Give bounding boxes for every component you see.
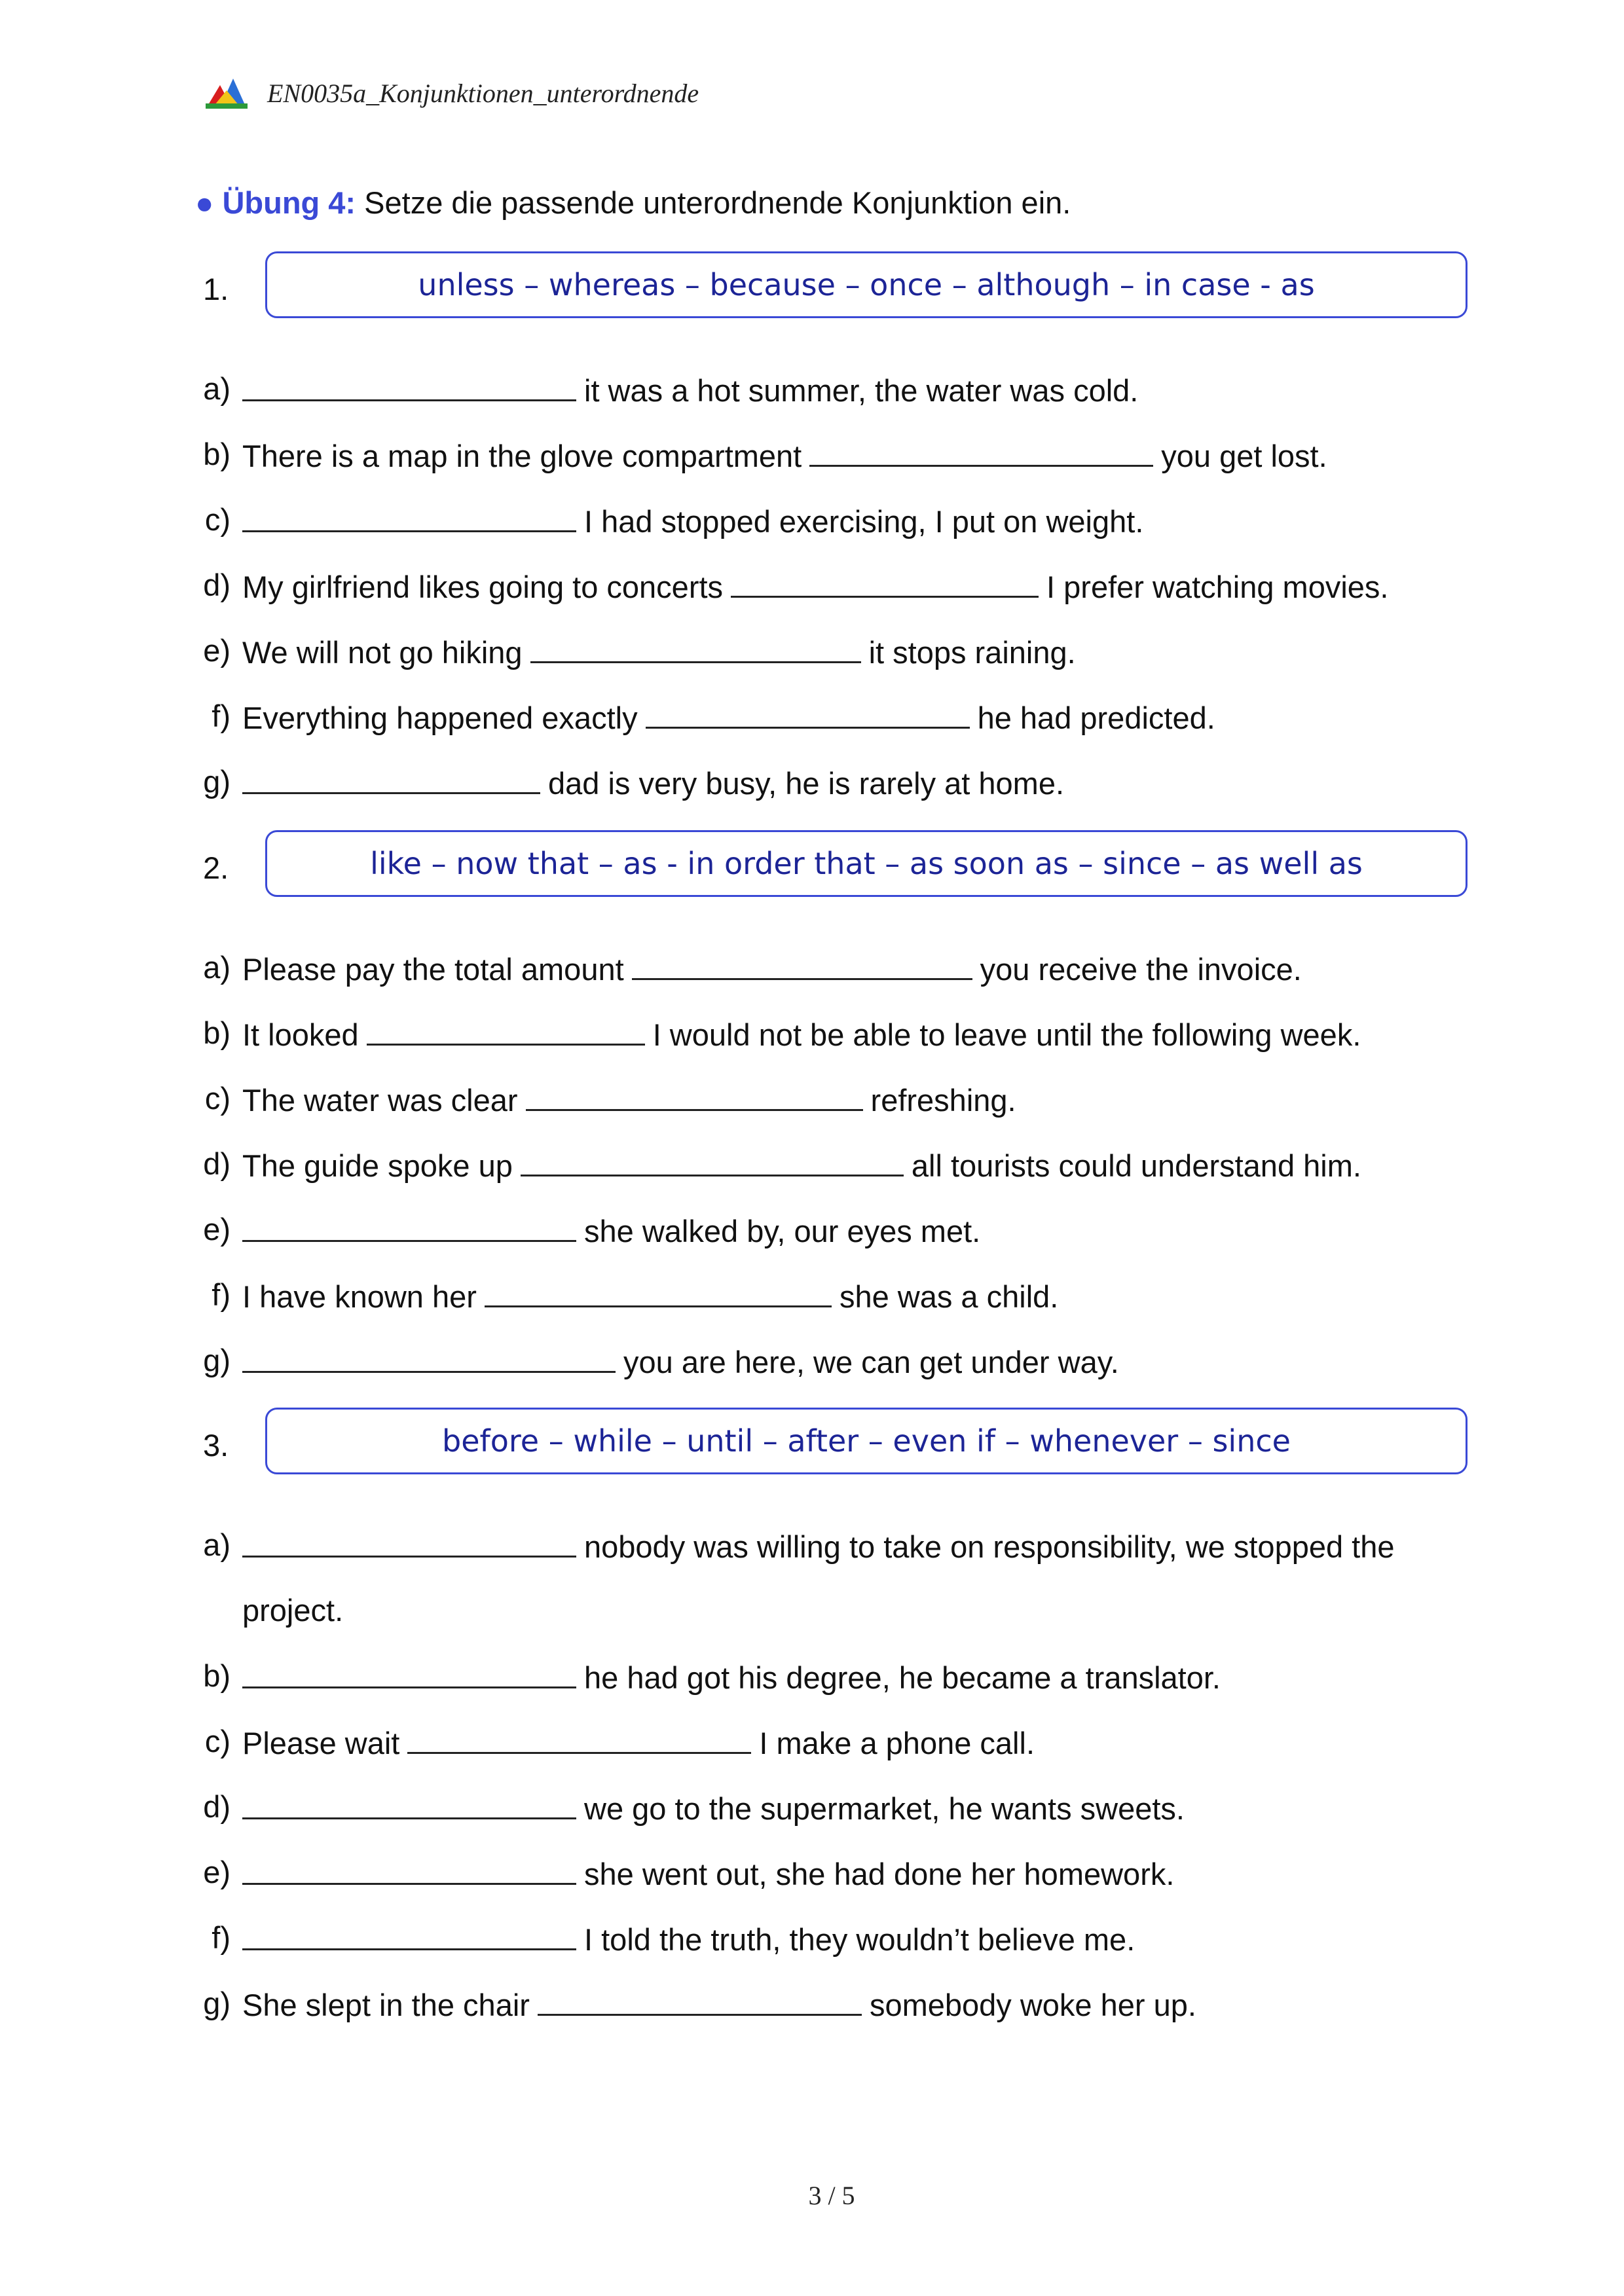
item-letter: g): [203, 764, 231, 799]
item-text-before: We will not go hiking: [242, 635, 523, 670]
exercise-item: [0, 1211, 1624, 1250]
page-number: 3 / 5: [808, 2181, 855, 2210]
section-1: [0, 251, 1624, 893]
item-text-after: all tourists could understand him.: [911, 1148, 1361, 1183]
answer-blank[interactable]: [538, 1985, 862, 2016]
exercise-item: [0, 567, 1624, 606]
answer-blank[interactable]: [242, 501, 576, 532]
exercise-item: [0, 1527, 1624, 1566]
item-text-before: Everything happened exactly: [242, 701, 638, 735]
exercise-item: [0, 1146, 1624, 1185]
item-text-after: somebody woke her up.: [869, 1988, 1196, 2022]
answer-blank[interactable]: [242, 763, 540, 794]
exercise-item: [0, 1342, 1624, 1381]
item-continuation: project.: [242, 1593, 344, 1628]
answer-blank[interactable]: [632, 949, 972, 980]
item-letter: f): [212, 699, 231, 733]
item-text-after: she went out, she had done her homework.: [584, 1857, 1175, 1891]
item-text-after: you receive the invoice.: [980, 952, 1302, 987]
exercise-item: [0, 698, 1624, 737]
item-text-before: My girlfriend likes going to concerts: [242, 570, 724, 604]
answer-blank[interactable]: [242, 1211, 576, 1242]
instruction-text: Setze die passende unterordnende Konjunktion ein.: [356, 185, 1071, 220]
item-letter: b): [203, 1658, 231, 1693]
item-text-after: it was a hot summer, the water was cold.: [584, 373, 1139, 408]
item-text-before: I have known her: [242, 1279, 477, 1314]
exercise-item: [0, 949, 1624, 989]
answer-blank[interactable]: [242, 1789, 576, 1819]
section-2: [0, 830, 1624, 1472]
exercise-item: [0, 1080, 1624, 1120]
answer-blank[interactable]: [809, 436, 1153, 467]
answer-blank[interactable]: [242, 1342, 616, 1373]
item-letter: g): [203, 1343, 231, 1377]
exercise-item: [0, 371, 1624, 410]
item-text-after: she walked by, our eyes met.: [584, 1214, 981, 1248]
exercise-item: [0, 436, 1624, 475]
item-letter: c): [204, 1081, 231, 1116]
item-letter: d): [203, 1146, 231, 1181]
exercise-item: [0, 501, 1624, 541]
exercise-item: [0, 763, 1624, 803]
item-letter: a): [203, 371, 231, 406]
item-text-after: refreshing.: [870, 1083, 1016, 1118]
item-letter: d): [203, 568, 231, 602]
logo-icon: [204, 75, 249, 111]
item-letter: e): [203, 1855, 231, 1889]
item-text-after: I prefer watching movies.: [1046, 570, 1389, 604]
item-text-before: Please wait: [242, 1726, 400, 1760]
item-letter: f): [212, 1920, 231, 1955]
answer-blank[interactable]: [526, 1080, 863, 1111]
section-number: 3.: [203, 1428, 229, 1463]
item-text-after: you get lost.: [1161, 439, 1327, 473]
exercise-item: [0, 1658, 1624, 1697]
item-text-before: The guide spoke up: [242, 1148, 513, 1183]
item-text-before: It looked: [242, 1017, 359, 1052]
item-text-before: The water was clear: [242, 1083, 518, 1118]
item-letter: b): [203, 437, 231, 471]
item-text-after: he had predicted.: [977, 701, 1215, 735]
item-letter: g): [203, 1986, 231, 2020]
item-text-after: it stops raining.: [868, 635, 1076, 670]
item-letter: a): [203, 950, 231, 985]
item-text-after: she was a child.: [839, 1279, 1059, 1314]
answer-blank[interactable]: [242, 371, 576, 401]
item-text-before: Please pay the total amount: [242, 952, 624, 987]
item-letter: e): [203, 633, 231, 668]
section-3: [0, 1408, 1624, 2128]
item-letter: b): [203, 1015, 231, 1050]
answer-blank[interactable]: [521, 1146, 904, 1176]
answer-blank[interactable]: [530, 632, 861, 663]
document-header: [204, 73, 699, 113]
item-letter: a): [203, 1527, 231, 1562]
answer-blank[interactable]: [731, 567, 1039, 598]
item-text-after: I told the truth, they wouldn’t believe me.: [584, 1922, 1135, 1957]
answer-blank[interactable]: [407, 1723, 751, 1754]
word-box: before – while – until – after – even if – whenever – since: [265, 1408, 1467, 1474]
exercise-item: [0, 632, 1624, 672]
item-letter: c): [204, 1724, 231, 1758]
section-number: 1.: [203, 272, 229, 306]
answer-blank[interactable]: [242, 1920, 576, 1950]
item-text-after: nobody was willing to take on responsibility, we stopped the: [584, 1529, 1395, 1564]
word-box: like – now that – as - in order that – as soon as – since – as well as: [265, 830, 1467, 897]
exercise-label: Übung 4:: [222, 185, 356, 220]
section-number: 2.: [203, 850, 229, 885]
exercise-item: [0, 1277, 1624, 1316]
item-text-after: dad is very busy, he is rarely at home.: [548, 766, 1065, 801]
exercise-item: [0, 1985, 1624, 2024]
answer-blank[interactable]: [485, 1277, 832, 1307]
item-letter: e): [203, 1212, 231, 1247]
item-letter: f): [212, 1277, 231, 1312]
bullet-icon: ●: [195, 185, 214, 220]
answer-blank[interactable]: [242, 1658, 576, 1688]
exercise-item: [0, 1789, 1624, 1828]
exercise-item: [0, 1723, 1624, 1762]
exercise-item: [0, 1015, 1624, 1054]
document-title: EN0035a_Konjunktionen_unterordnende: [267, 78, 699, 108]
answer-blank[interactable]: [367, 1015, 645, 1046]
item-letter: c): [204, 502, 231, 537]
exercise-item: [0, 1854, 1624, 1893]
answer-blank[interactable]: [242, 1527, 576, 1558]
item-text-before: She slept in the chair: [242, 1988, 530, 2022]
item-text-after: I had stopped exercising, I put on weight.: [584, 504, 1144, 539]
item-letter: d): [203, 1789, 231, 1824]
exercise-item: [0, 1920, 1624, 1959]
exercise-instruction: [195, 185, 1071, 221]
item-text-after: you are here, we can get under way.: [623, 1345, 1119, 1379]
item-text-before: There is a map in the glove compartment: [242, 439, 802, 473]
answer-blank[interactable]: [646, 698, 970, 729]
item-text-after: he had got his degree, he became a translator.: [584, 1660, 1221, 1695]
item-text-after: I would not be able to leave until the following week.: [652, 1017, 1361, 1052]
item-text-after: I make a phone call.: [759, 1726, 1035, 1760]
item-text-after: we go to the supermarket, he wants sweets.: [584, 1791, 1185, 1826]
word-box: unless – whereas – because – once – although – in case - as: [265, 251, 1467, 318]
answer-blank[interactable]: [242, 1854, 576, 1885]
